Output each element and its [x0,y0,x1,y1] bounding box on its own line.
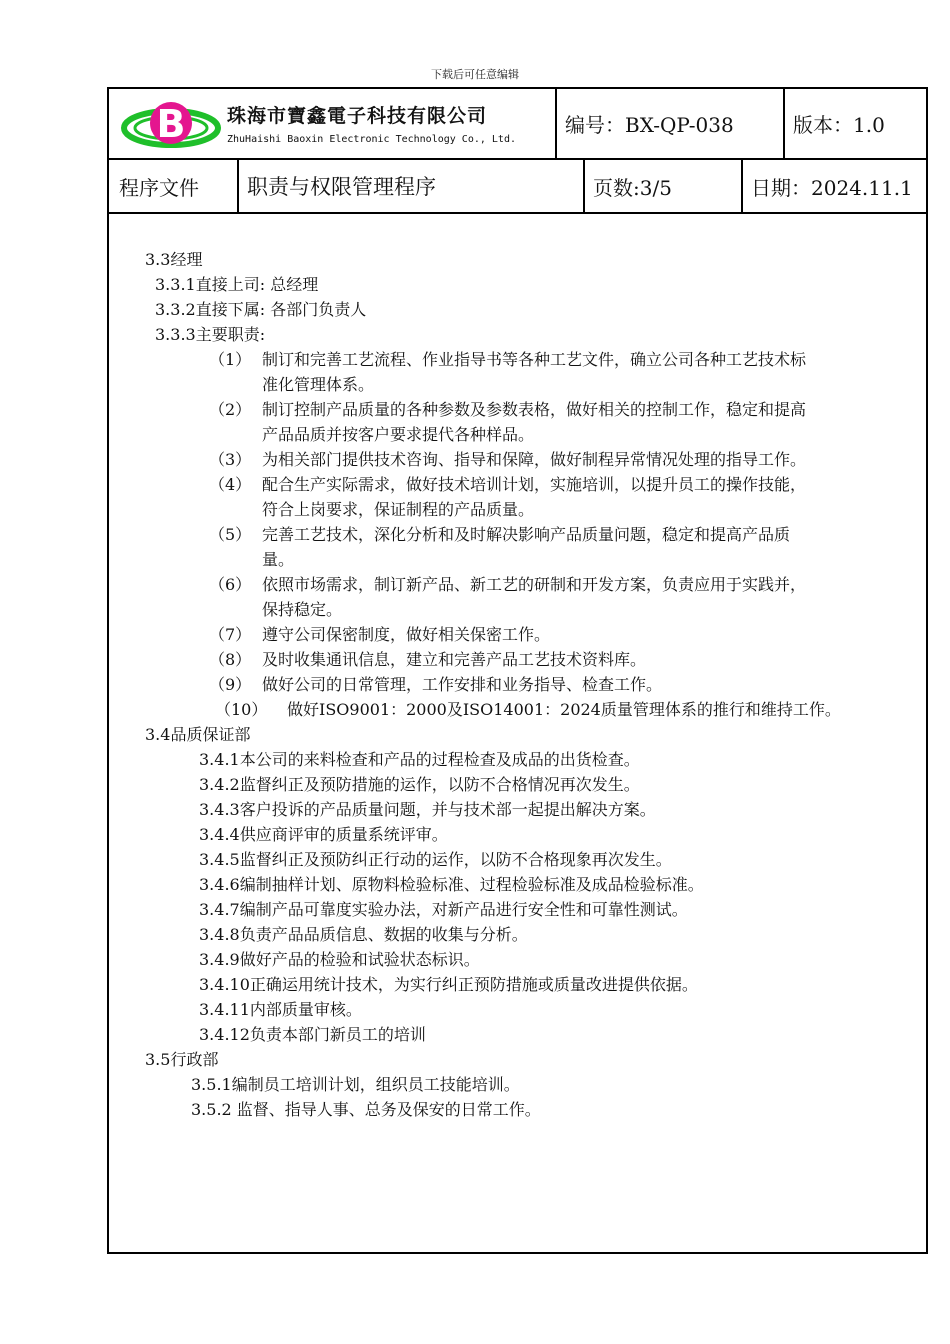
doc-type: 程序文件 [119,175,199,200]
duty-text-cont: 符合上岗要求，保证制程的产品质量。 [262,500,535,519]
header-row-1 [109,89,926,160]
duty-text: 遵守公司保密制度，做好相关保密工作。 [262,625,551,644]
company-name-block [227,101,516,145]
duty-number: （8） [209,650,252,669]
duty-number: （4） [209,475,252,494]
doc-date: 日期：2024.11.1 [751,175,913,200]
section-3-3-title: 3.3经理 [145,250,203,269]
list-item: 3.4.7编制产品可靠度实验办法，对新产品进行安全性和可靠性测试。 [199,900,688,919]
top-note: 下载后可任意编辑 [431,68,519,81]
company-logo [121,99,221,151]
duty-text: 制订和完善工艺流程、作业指导书等各种工艺文件，确立公司各种工艺技术标 [262,350,807,369]
divider [741,160,743,212]
duty-text: 做好公司的日常管理，工作安排和业务指导、检查工作。 [262,675,663,694]
list-item: 3.4.9做好产品的检验和试验状态标识。 [199,950,480,969]
item-3-3-1: 3.3.1直接上司: 总经理 [155,275,319,294]
document-frame [107,87,928,1254]
duty-text: 做好ISO9001：2000及ISO14001：2024质量管理体系的推行和维持工作。 [287,700,841,719]
duty-text-cont: 量。 [262,550,295,569]
duty-number: （1） [209,350,252,369]
company-name-en: ZhuHaishi Baoxin Electronic Technology Co., Ltd. [227,134,516,145]
duty-number: （7） [209,625,252,644]
logo-letter: B [156,102,186,146]
divider [555,89,557,158]
doc-title: 职责与权限管理程序 [247,175,436,199]
item-3-3-2: 3.3.2直接下属: 各部门负责人 [155,300,367,319]
duty-number: （9） [209,675,252,694]
duty-number: （3） [209,450,252,469]
duty-number: （6） [209,575,252,594]
duty-number: （2） [209,400,252,419]
duty-text-cont: 准化管理体系。 [262,375,375,394]
list-item: 3.4.2监督纠正及预防措施的运作，以防不合格情况再次发生。 [199,775,640,794]
list-item: 3.4.12负责本部门新员工的培训 [199,1025,426,1044]
list-item: 3.4.11内部质量审核。 [199,1000,362,1019]
list-item: 3.4.8负责产品品质信息、数据的收集与分析。 [199,925,528,944]
duty-text: 及时收集通讯信息，建立和完善产品工艺技术资料库。 [262,650,647,669]
list-item: 3.4.10正确运用统计技术，为实行纠正预防措施或质量改进提供依据。 [199,975,698,994]
divider [237,160,239,212]
section-3-4-title: 3.4品质保证部 [145,725,251,744]
duty-text: 完善工艺技术，深化分析和及时解决影响产品质量问题，稳定和提高产品质 [262,525,791,544]
divider [783,89,785,158]
list-item: 3.5.1编制员工培训计划，组织员工技能培训。 [191,1075,520,1094]
duty-text: 配合生产实际需求，做好技术培训计划，实施培训，以提升员工的操作技能， [262,475,807,494]
divider [583,160,585,212]
item-3-3-3: 3.3.3主要职责: [155,325,266,344]
doc-number: 编号：BX-QP-038 [565,113,734,137]
company-name-cn: 珠海市寶鑫電子科技有限公司 [227,105,488,127]
duty-text: 依照市场需求，制订新产品、新工艺的研制和开发方案，负责应用于实践并， [262,575,807,594]
duty-text-cont: 产品品质并按客户要求提代各种样品。 [262,425,535,444]
section-3-5-title: 3.5行政部 [145,1050,219,1069]
list-item: 3.4.3客户投诉的产品质量问题，并与技术部一起提出解决方案。 [199,800,656,819]
doc-version: 版本：1.0 [793,113,885,137]
list-item: 3.4.4供应商评审的质量系统评审。 [199,825,448,844]
list-item: 3.4.1本公司的来料检查和产品的过程检查及成品的出货检查。 [199,750,640,769]
duty-number: （10） [215,700,268,719]
duty-text-cont: 保持稳定。 [262,600,343,619]
duty-number: （5） [209,525,252,544]
list-item: 3.4.6编制抽样计划、原物料检验标准、过程检验标准及成品检验标准。 [199,875,704,894]
duty-text: 为相关部门提供技术咨询、指导和保障，做好制程异常情况处理的指导工作。 [262,450,807,469]
page-count: 页数:3/5 [593,175,672,200]
header-row-2 [109,160,926,214]
duty-text: 制订控制产品质量的各种参数及参数表格，做好相关的控制工作，稳定和提高 [262,400,807,419]
list-item: 3.4.5监督纠正及预防纠正行动的运作，以防不合格现象再次发生。 [199,850,672,869]
list-item: 3.5.2 监督、指导人事、总务及保安的日常工作。 [191,1100,541,1119]
